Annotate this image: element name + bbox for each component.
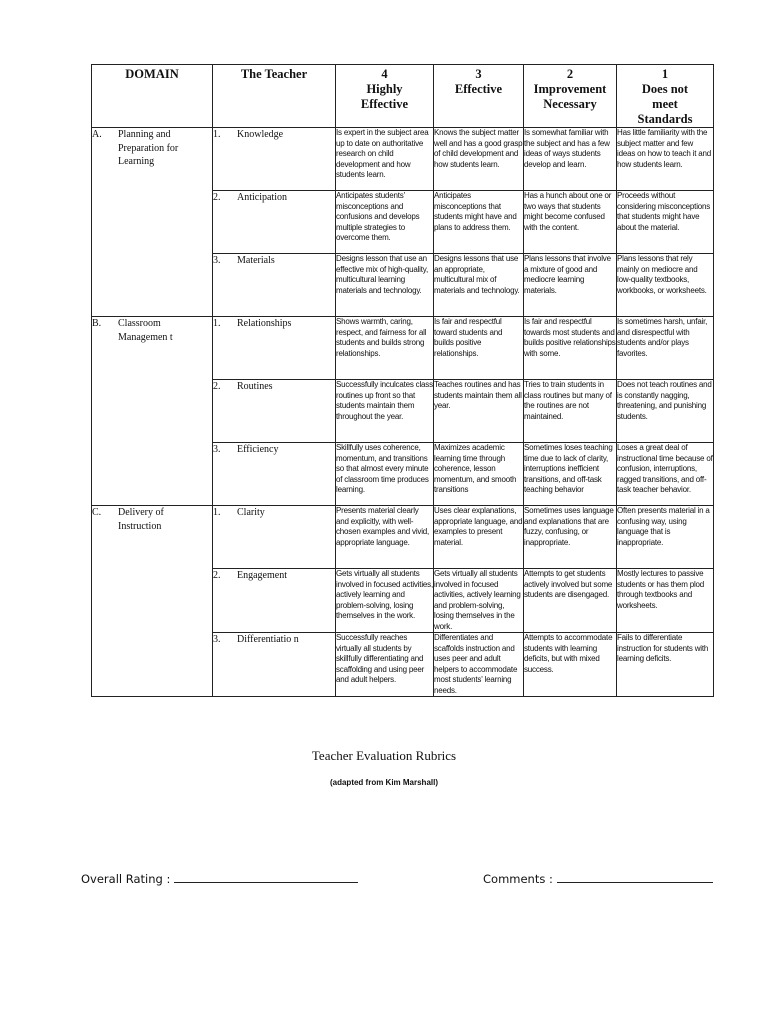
header-level-2 bbox=[524, 65, 617, 128]
criterion-name: Engagement bbox=[237, 570, 287, 581]
rubric-cell: Plans lessons that involve a mixture of good and mediocre learning materials. bbox=[524, 254, 617, 317]
criterion-number: 2. bbox=[213, 570, 221, 581]
rubric-cell: Teaches routines and has students maintain them all year. bbox=[434, 380, 524, 443]
document-subtitle: (adapted from Kim Marshall) bbox=[329, 778, 438, 787]
rubric-cell: Anticipates misconceptions that students might have and plans to address them. bbox=[434, 191, 524, 254]
level-label: meet bbox=[652, 97, 678, 111]
table-row bbox=[92, 128, 714, 191]
comments-blank[interactable] bbox=[557, 874, 713, 883]
domain-name: Planning and Preparation for Learning bbox=[118, 129, 179, 167]
rubric-cell: Has a hunch about one or two ways that students might become confused with the content. bbox=[524, 191, 617, 254]
criterion-cell bbox=[213, 633, 336, 697]
header-level-1 bbox=[617, 65, 714, 128]
criterion-cell bbox=[213, 191, 336, 254]
header-row bbox=[92, 65, 714, 128]
rubric-cell: Is fair and respectful towards most students and builds positive relationships with some. bbox=[524, 317, 617, 380]
criterion-name: Efficiency bbox=[237, 444, 279, 455]
criterion-number: 2. bbox=[213, 381, 221, 392]
criterion-number: 3. bbox=[213, 444, 221, 455]
domain-letter: B. bbox=[92, 318, 102, 329]
level-label: Does not bbox=[641, 82, 689, 96]
criterion-number: 3. bbox=[213, 634, 221, 645]
criterion-number: 1. bbox=[213, 318, 221, 329]
criterion-name: Relationships bbox=[237, 318, 292, 329]
rubric-cell: Attempts to accommodate students with learning deficits, but with mixed success. bbox=[524, 633, 617, 697]
criterion-name: Differentiatio n bbox=[237, 634, 299, 645]
domain-cell-a bbox=[92, 128, 213, 317]
rubric-cell: Designs lesson that use an effective mix of high-quality, multicultural learning materials and technology. bbox=[336, 254, 434, 317]
rubric-cell: Presents material clearly and explicitly, with well-chosen examples and vivid, appropriate language. bbox=[336, 506, 434, 569]
criterion-number: 1. bbox=[213, 507, 221, 518]
criterion-name: Anticipation bbox=[237, 192, 287, 203]
rubric-cell: Tries to train students in class routines but many of the routines are not maintained. bbox=[524, 380, 617, 443]
domain-cell-c bbox=[92, 506, 213, 697]
level-label: Effective bbox=[454, 82, 503, 96]
rubric-cell: Does not teach routines and is constantly nagging, threatening, and punishing students. bbox=[617, 380, 714, 443]
table-row bbox=[92, 506, 714, 569]
level-label: Improvement bbox=[533, 82, 607, 96]
criterion-number: 3. bbox=[213, 255, 221, 266]
rubric-cell: Has little familiarity with the subject matter and few ideas on how to teach it and how students learn. bbox=[617, 128, 714, 191]
level-number: 1 bbox=[661, 67, 669, 81]
rubric-cell: Skillfully uses coherence, momentum, and transitions so that almost every minute of classroom time produces learning. bbox=[336, 443, 434, 506]
rubric-cell: Is fair and respectful toward students and builds positive relationships. bbox=[434, 317, 524, 380]
domain-letter: C. bbox=[92, 507, 102, 518]
rubric-cell: Is expert in the subject area up to date on authoritative research on child development and how students learn. bbox=[336, 128, 434, 191]
criterion-name: Knowledge bbox=[237, 129, 284, 140]
criterion-cell bbox=[213, 569, 336, 633]
domain-name: Delivery of Instruction bbox=[118, 507, 164, 532]
criterion-cell bbox=[213, 317, 336, 380]
rubric-cell: Maximizes academic learning time through coherence, lesson momentum, and smooth transitions bbox=[434, 443, 524, 506]
rubric-cell: Plans lessons that rely mainly on mediocre and low-quality textbooks, workbooks, or worksheets. bbox=[617, 254, 714, 317]
criterion-cell bbox=[213, 506, 336, 569]
level-label: Standards bbox=[637, 112, 693, 126]
rubric-cell: Successfully reaches virtually all students by skillfully differentiating and scaffolding and using peer and adult helpers. bbox=[336, 633, 434, 697]
domain-letter: A. bbox=[92, 129, 102, 140]
rubric-cell: Often presents material in a confusing way, using language that is inappropriate. bbox=[617, 506, 714, 569]
rubric-cell: Gets virtually all students involved in focused activities, actively learning and problem-solving, losing themselves in the work. bbox=[336, 569, 434, 633]
domain-cell-b bbox=[92, 317, 213, 506]
level-number: 3 bbox=[475, 67, 482, 81]
rubric-cell: Sometimes loses teaching time due to lack of clarity, interruptions inefficient transitions, and off-task teaching behavior bbox=[524, 443, 617, 506]
criterion-number: 1. bbox=[213, 129, 221, 140]
rubric-cell: Is sometimes harsh, unfair, and disrespectful with students and/or plays favorites. bbox=[617, 317, 714, 380]
level-number: 4 bbox=[381, 67, 388, 81]
overall-rating-label: Overall Rating : bbox=[81, 872, 171, 886]
rubric-cell: Proceeds without considering misconceptions that students might have about the material. bbox=[617, 191, 714, 254]
overall-rating-line bbox=[81, 872, 358, 886]
rubric-cell: Attempts to get students actively involved but some students are disengaged. bbox=[524, 569, 617, 633]
rubric-cell: Shows warmth, caring, respect, and fairness for all students and builds strong relationships. bbox=[336, 317, 434, 380]
rubric-cell: Knows the subject matter well and has a good grasp of child development and how students learn. bbox=[434, 128, 524, 191]
criterion-name: Clarity bbox=[237, 507, 265, 518]
comments-label: Comments : bbox=[483, 872, 553, 886]
criterion-cell bbox=[213, 128, 336, 191]
criterion-number: 2. bbox=[213, 192, 221, 203]
criterion-name: Materials bbox=[237, 255, 275, 266]
rubric-cell: Loses a great deal of instructional time because of confusion, interruptions, ragged transitions, and off-task teacher behavior. bbox=[617, 443, 714, 506]
header-level-3 bbox=[434, 65, 524, 128]
rubric-cell: Sometimes uses language and explanations that are fuzzy, confusing, or inappropriate. bbox=[524, 506, 617, 569]
criterion-cell bbox=[213, 443, 336, 506]
header-domain: DOMAIN bbox=[92, 65, 213, 128]
table-row bbox=[92, 317, 714, 380]
level-number: 2 bbox=[566, 67, 574, 81]
level-label: Necessary bbox=[543, 97, 597, 111]
rubric-cell: Uses clear explanations, appropriate language, and examples to present material. bbox=[434, 506, 524, 569]
rubric-cell: Fails to differentiate instruction for students with learning deficits. bbox=[617, 633, 714, 697]
level-label: Highly bbox=[366, 82, 403, 96]
level-label: Effective bbox=[360, 97, 409, 111]
rubric-cell: Successfully inculcates class routines up front so that students maintain them throughout the year. bbox=[336, 380, 434, 443]
header-level-4 bbox=[336, 65, 434, 128]
rubric-cell: Is somewhat familiar with the subject and has a few ideas of ways students develop and learn. bbox=[524, 128, 617, 191]
rubric-cell: Differentiates and scaffolds instruction and uses peer and adult helpers to accommodate most students' learning needs. bbox=[434, 633, 524, 697]
rubric-cell: Anticipates students' misconceptions and confusions and develops multiple strategies to overcome them. bbox=[336, 191, 434, 254]
document-title: Teacher Evaluation Rubrics bbox=[311, 748, 457, 763]
rubric-cell: Gets virtually all students involved in focused activities, actively learning and problem-solving, losing themselves in the work. bbox=[434, 569, 524, 633]
header-teacher: The Teacher bbox=[213, 65, 336, 128]
criterion-cell bbox=[213, 380, 336, 443]
rubric-cell: Designs lessons that use an appropriate, multicultural mix of materials and technology. bbox=[434, 254, 524, 317]
criterion-cell bbox=[213, 254, 336, 317]
criterion-name: Routines bbox=[237, 381, 273, 392]
comments-line bbox=[483, 872, 713, 886]
domain-name: Classroom Managemen t bbox=[118, 318, 173, 343]
overall-rating-blank[interactable] bbox=[174, 874, 358, 883]
rubric-table bbox=[91, 64, 714, 697]
rubric-cell: Mostly lectures to passive students or has them plod through textbooks and worksheets. bbox=[617, 569, 714, 633]
